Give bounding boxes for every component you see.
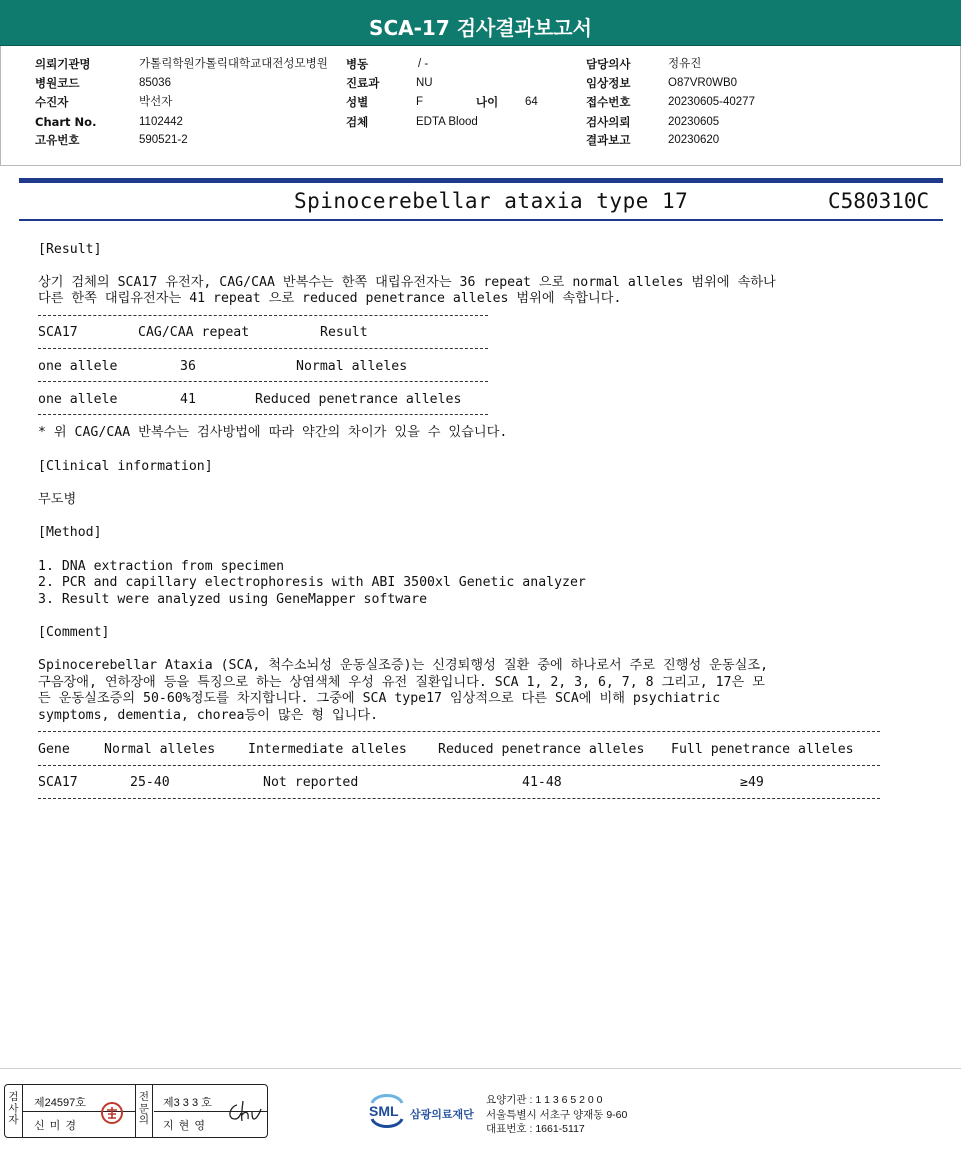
field-clinical-info: 임상정보 O87VR0WB0 xyxy=(586,76,738,90)
report-title: SCA-17 검사결과보고서 xyxy=(0,0,961,46)
field-sex: 성별 F 나이 64 xyxy=(346,95,538,109)
reviewer-license: 제3 3 3 호 xyxy=(163,1097,212,1109)
result-row-1-allele: one allele xyxy=(38,359,118,374)
lab-info-line: 서울특별시 서초구 양재동 9-60 xyxy=(486,1108,628,1121)
allele-table-divider xyxy=(38,765,880,766)
field-age-label: 나이 xyxy=(476,95,499,109)
allele-table-header-gene: Gene xyxy=(38,742,70,757)
result-table-divider xyxy=(38,381,488,382)
allele-table-header-reduced: Reduced penetrance alleles xyxy=(438,742,645,757)
svg-text:SML: SML xyxy=(369,1103,399,1119)
allele-row-normal: 25-40 xyxy=(130,775,170,790)
examiner-label: 검 사 자 xyxy=(5,1085,23,1137)
method-item: 2. PCR and capillary electrophoresis with ABI 3500xl Genetic analyzer xyxy=(38,575,586,590)
result-row-2-repeat: 41 xyxy=(180,392,196,407)
result-line-2: 다른 한쪽 대립유전자는 41 repeat 으로 reduced penetrance alleles 범위에 속합니다. xyxy=(38,291,622,306)
result-line-1: 상기 검체의 SCA17 유전자, CAG/CAA 반복수는 한쪽 대립유전자는 36 repeat 으로 normal alleles 범위에 속하나 xyxy=(38,275,776,290)
comment-line: 구음장애, 연하장애 등을 특징으로 하는 상염색체 우성 유전 질환입니다. SCA 1, 2, 3, 6, 7, 8 그리고, 17은 모 xyxy=(38,675,765,690)
reviewer-name: 지 현 영 xyxy=(163,1120,206,1132)
allele-table-divider xyxy=(38,798,880,799)
result-table-divider xyxy=(38,414,488,415)
field-request-date: 검사의뢰 20230605 xyxy=(586,115,720,129)
result-row-2-allele: one allele xyxy=(38,392,118,407)
method-heading: [Method] xyxy=(38,525,102,540)
allele-row-reduced: 41-48 xyxy=(522,775,562,790)
allele-table-header-intermediate: Intermediate alleles xyxy=(248,742,407,757)
field-physician: 담당의사 정유진 xyxy=(586,57,702,71)
field-ward: 병동 / - xyxy=(346,57,429,71)
examiner-name: 신 미 경 xyxy=(34,1120,77,1132)
result-row-1-repeat: 36 xyxy=(180,359,196,374)
comment-line: Spinocerebellar Ataxia (SCA, 척수소뇌성 운동실조증)는 신경퇴행성 질환 중에 하나로서 주로 진행성 운동실조, xyxy=(38,658,769,673)
field-age-value: 64 xyxy=(525,96,538,108)
comment-heading: [Comment] xyxy=(38,625,110,640)
org-name: 삼광의료재단 xyxy=(410,1108,474,1121)
allele-table-divider xyxy=(38,731,880,732)
field-report-date: 결과보고 20230620 xyxy=(586,133,720,147)
examiner-license: 제24597호 xyxy=(34,1097,86,1109)
sml-logo-icon xyxy=(366,1091,408,1131)
test-code: C580310C xyxy=(828,189,930,213)
allele-row-intermediate: Not reported xyxy=(263,775,359,790)
result-table-header-gene: SCA17 xyxy=(38,325,78,340)
lab-info xyxy=(486,1093,627,1137)
field-requesting-institution: 의뢰기관명 가톨릭학원가톨릭대학교대전성모병원 xyxy=(35,57,328,71)
field-patient-name: 수진자 박선자 xyxy=(35,95,173,109)
result-row-2-result: Reduced penetrance alleles xyxy=(255,392,462,407)
allele-table-header-normal: Normal alleles xyxy=(104,742,216,757)
clinical-text: 무도병 xyxy=(38,492,77,507)
lab-info-line: 요양기관 : 1 1 3 6 5 2 0 0 xyxy=(486,1094,603,1106)
title-rule-top xyxy=(19,178,943,183)
result-table-header-result: Result xyxy=(320,325,368,340)
allele-table-header-full: Full penetrance alleles xyxy=(671,742,854,757)
result-row-1-result: Normal alleles xyxy=(296,359,408,374)
lab-info-line: 대표번호 : 1661-5117 xyxy=(486,1123,585,1135)
header-middle-column xyxy=(346,57,538,133)
comment-line: 든 운동실조증의 50-60%정도를 차지합니다. 그중에 SCA type17 임상적으로 다른 SCA에 비해 psychiatric xyxy=(38,691,721,706)
header-left-column xyxy=(35,57,328,151)
method-item: 1. DNA extraction from specimen xyxy=(38,559,285,574)
examiner-seal-icon xyxy=(100,1101,124,1125)
reviewer-label: 전 문 의 xyxy=(135,1085,153,1137)
method-item: 3. Result were analyzed using GeneMapper software xyxy=(38,592,428,607)
clinical-heading: [Clinical information] xyxy=(38,459,213,474)
field-department: 진료과 NU xyxy=(346,76,433,90)
test-name: Spinocerebellar ataxia type 17 xyxy=(294,189,689,213)
field-chart-no: Chart No. 1102442 xyxy=(35,115,183,129)
allele-row-gene: SCA17 xyxy=(38,775,78,790)
result-table-divider xyxy=(38,348,488,349)
field-hospital-code: 병원코드 85036 xyxy=(35,76,171,90)
field-specimen: 검체 EDTA Blood xyxy=(346,115,478,129)
title-rule-bottom xyxy=(19,219,943,221)
footer-rule xyxy=(0,1068,961,1069)
result-note: * 위 CAG/CAA 반복수는 검사방법에 따라 약간의 차이가 있을 수 있습니다. xyxy=(38,425,508,440)
comment-line: symptoms, dementia, chorea등이 많은 형 입니다. xyxy=(38,708,379,723)
result-heading: [Result] xyxy=(38,242,102,257)
field-receipt-no: 접수번호 20230605-40277 xyxy=(586,95,755,109)
field-unique-id: 고유번호 590521-2 xyxy=(35,133,188,147)
result-table-header-repeat: CAG/CAA repeat xyxy=(138,325,250,340)
allele-row-full: ≥49 xyxy=(740,775,764,790)
reviewer-signature-icon xyxy=(223,1097,263,1127)
signature-box xyxy=(4,1084,268,1138)
header-right-column xyxy=(586,57,755,151)
result-table-divider xyxy=(38,315,488,316)
